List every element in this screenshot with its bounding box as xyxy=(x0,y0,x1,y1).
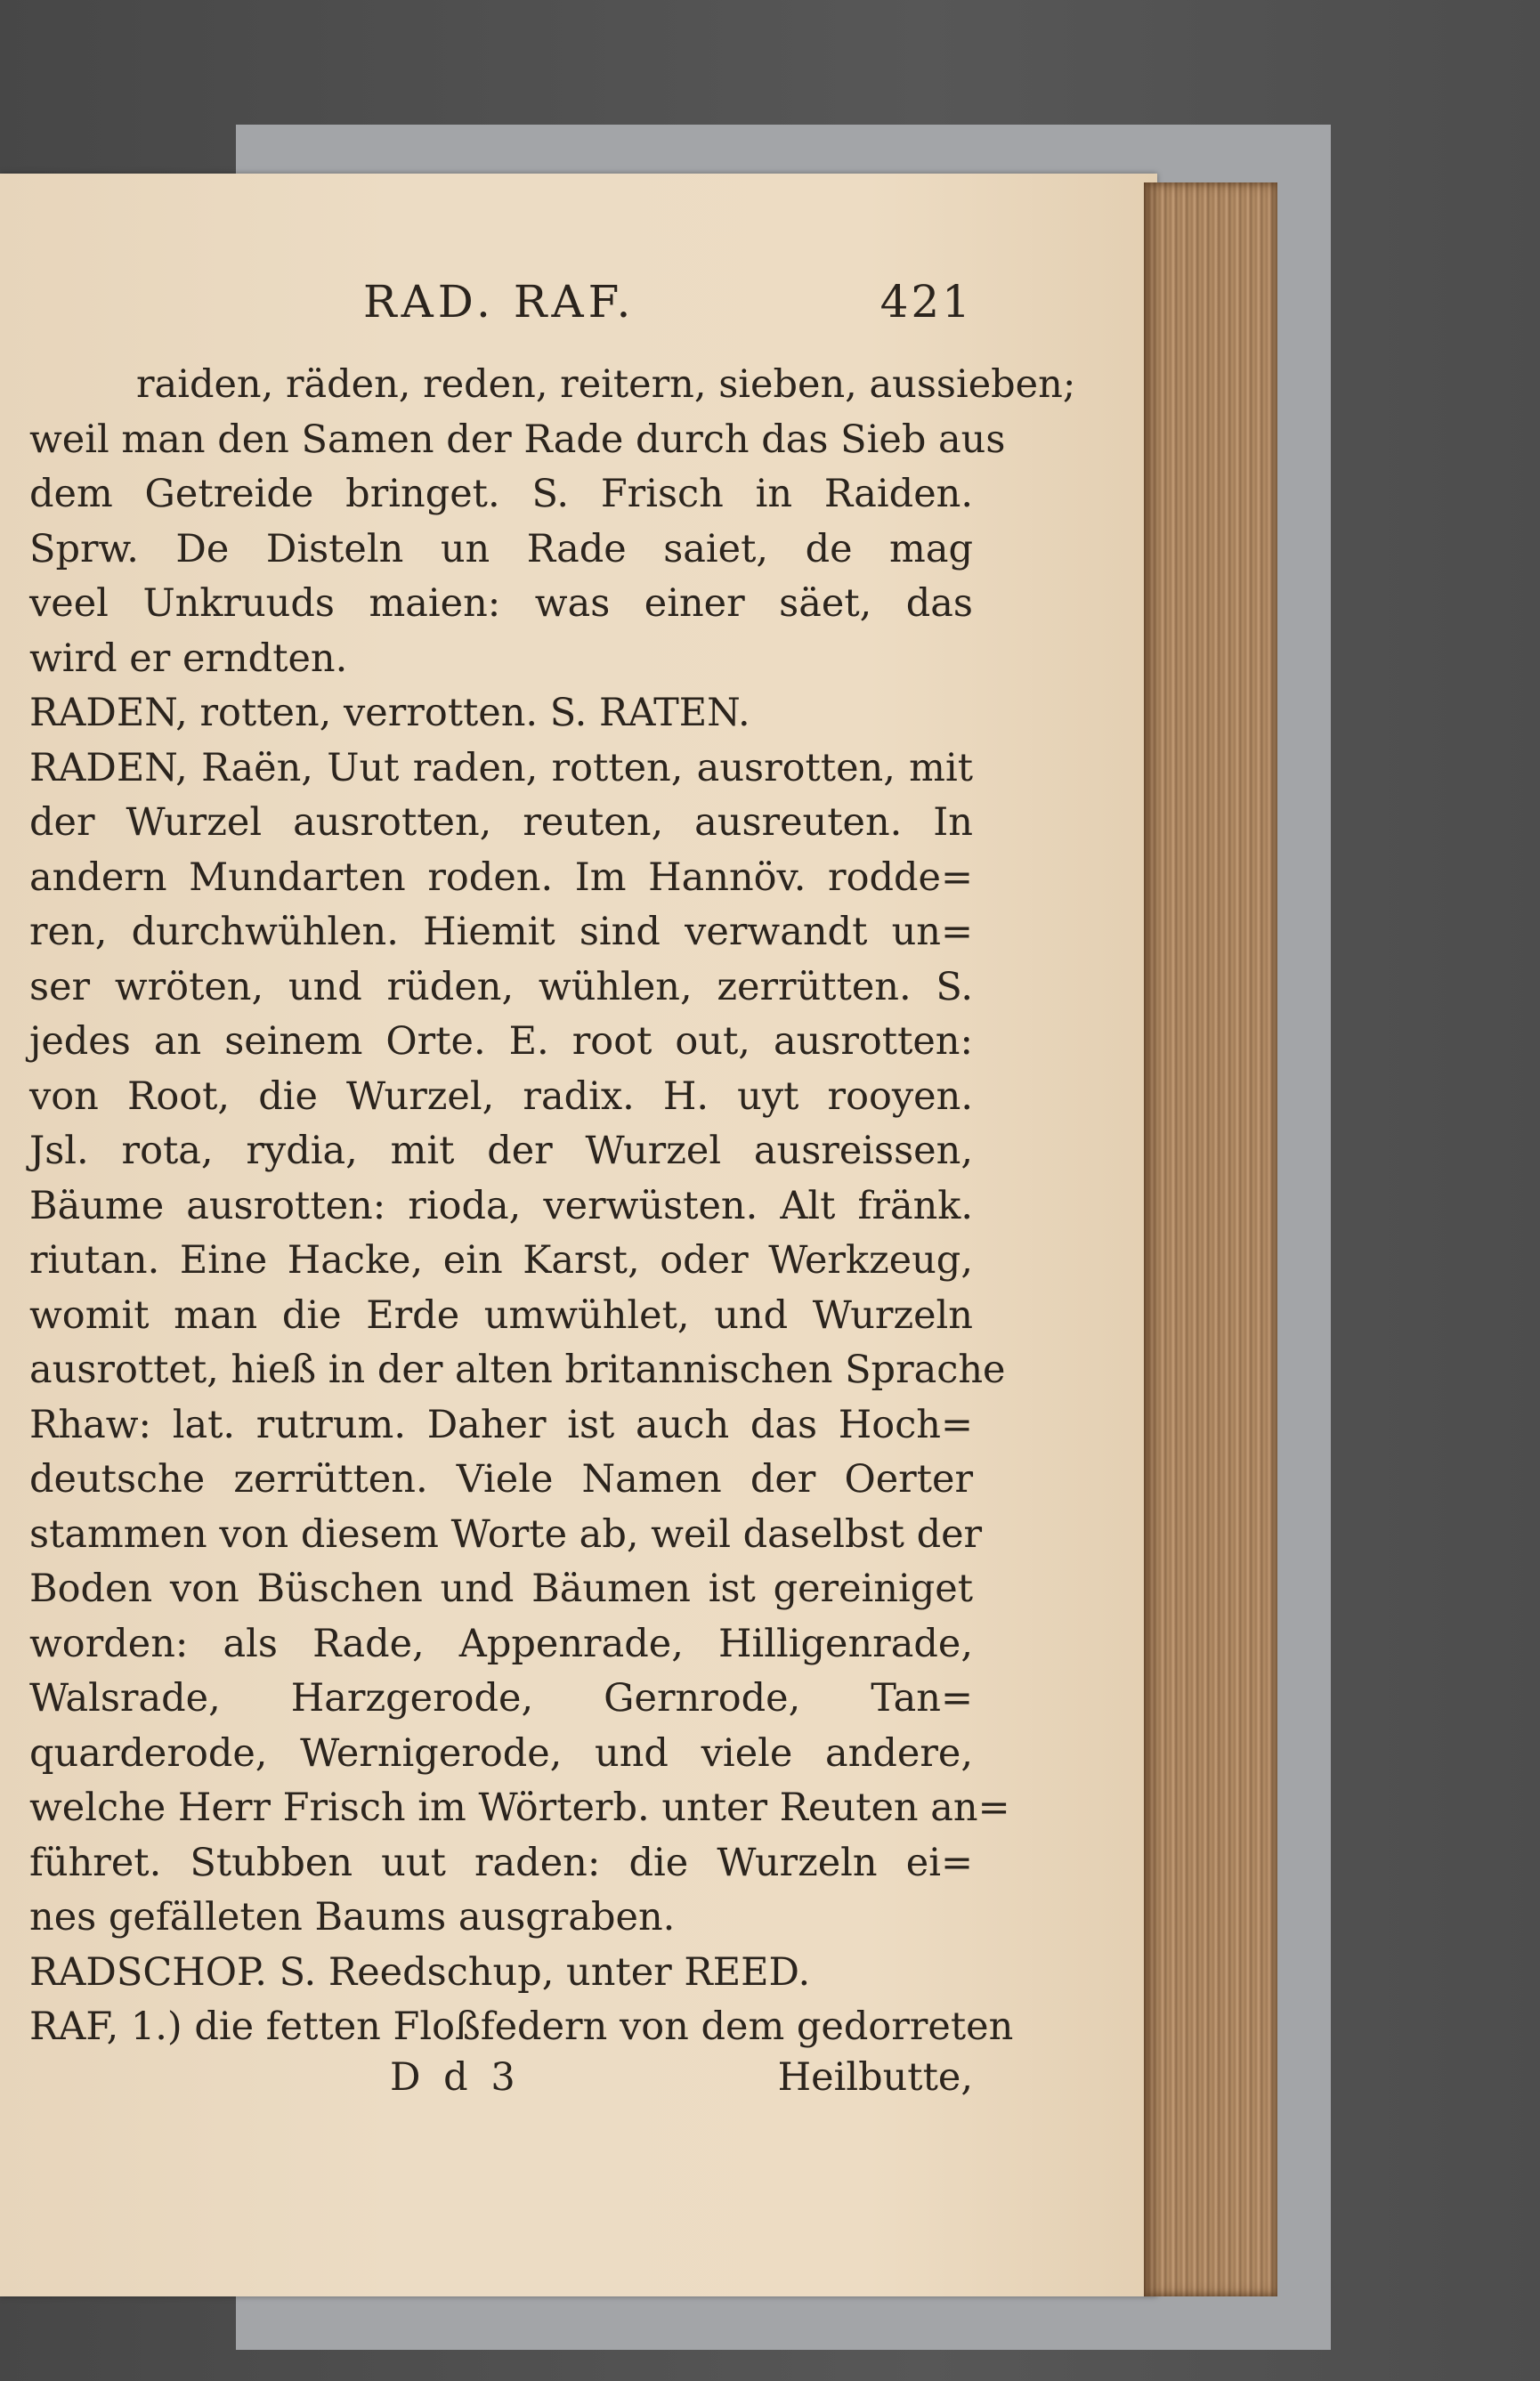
text-line: Bäume ausrotten: rioda, verwüsten. Alt fränk. xyxy=(29,1183,973,1228)
catchword: Heilbutte, xyxy=(777,2054,973,2100)
text-line: womit man die Erde umwühlet, und Wurzeln xyxy=(29,1292,973,1338)
entry-heading-line: RAF, 1.) die fetten Floßfedern von dem gedorreten xyxy=(29,2004,1014,2049)
text-line: Rhaw: lat. rutrum. Daher ist auch das Hoch= xyxy=(29,1402,973,1447)
text-line: Boden von Büschen und Bäumen ist gereiniget xyxy=(29,1567,973,1611)
text-line: welche Herr Frisch im Wörterb. unter Reuten an= xyxy=(29,1786,1010,1830)
text-line: worden: als Rade, Appenrade, Hilligenrade, xyxy=(29,1621,973,1666)
text-block xyxy=(29,276,1076,2109)
text-line: führet. Stubben uut raden: die Wurzeln ei= xyxy=(29,1840,973,1885)
text-line: dem Getreide bringet. S. Frisch in Raiden. xyxy=(29,472,973,516)
text-line: nes gefälleten Baums ausgraben. xyxy=(29,1895,676,1940)
text-line: stammen von diesem Worte ab, weil daselbst der xyxy=(29,1511,983,1557)
text-line: ren, durchwühlen. Hiemit sind verwandt un= xyxy=(29,910,973,954)
text-line: veel Unkruuds maien: was einer säet, das xyxy=(29,581,973,626)
text-line: Jsl. rota, rydia, mit der Wurzel ausreissen, xyxy=(29,1129,973,1173)
text-line: andern Mundarten roden. Im Hannöv. rodde= xyxy=(29,854,973,900)
text-line: Walsrade, Harzgerode, Gernrode, Tan= xyxy=(29,1676,973,1721)
page-fore-edge xyxy=(1144,182,1277,2296)
text-line: der Wurzel ausrotten, reuten, ausreuten. In xyxy=(29,800,973,845)
entry-heading-line: RADEN, rotten, verrotten. S. RATEN. xyxy=(29,691,750,735)
entry-heading-line: RADSCHOP. S. Reedschup, unter REED. xyxy=(29,1949,811,1995)
text-line: ausrottet, hieß in der alten britannischen Sprache xyxy=(29,1348,1006,1392)
text-line: Sprw. De Disteln un Rade saiet, de mag xyxy=(29,526,973,571)
text-line: raiden, räden, reden, reitern, sieben, aussieben; xyxy=(136,362,1076,407)
footer-line xyxy=(29,2055,973,2109)
text-line: riutan. Eine Hacke, ein Karst, oder Werkzeug, xyxy=(29,1238,973,1283)
entry-heading-line: RADEN, Raën, Uut raden, rotten, ausrotten, mit xyxy=(29,745,973,790)
text-line: deutsche zerrütten. Viele Namen der Oerter xyxy=(29,1457,973,1502)
text-line: ser wröten, und rüden, wühlen, zerrütten. S. xyxy=(29,964,973,1009)
signature-mark: D d 3 xyxy=(390,2054,521,2100)
text-line: jedes an seinem Orte. E. root out, ausrotten: xyxy=(29,1019,973,1064)
text-line: weil man den Samen der Rade durch das Sieb aus xyxy=(29,417,1006,462)
text-line: quarderode, Wernigerode, und viele andere, xyxy=(29,1730,973,1776)
running-head-title: RAD. RAF. xyxy=(363,276,636,328)
running-head xyxy=(29,276,973,338)
text-line: von Root, die Wurzel, radix. H. uyt rooyen. xyxy=(29,1073,973,1119)
text-line: wird er erndten. xyxy=(29,636,348,681)
page-number: 421 xyxy=(879,276,973,328)
